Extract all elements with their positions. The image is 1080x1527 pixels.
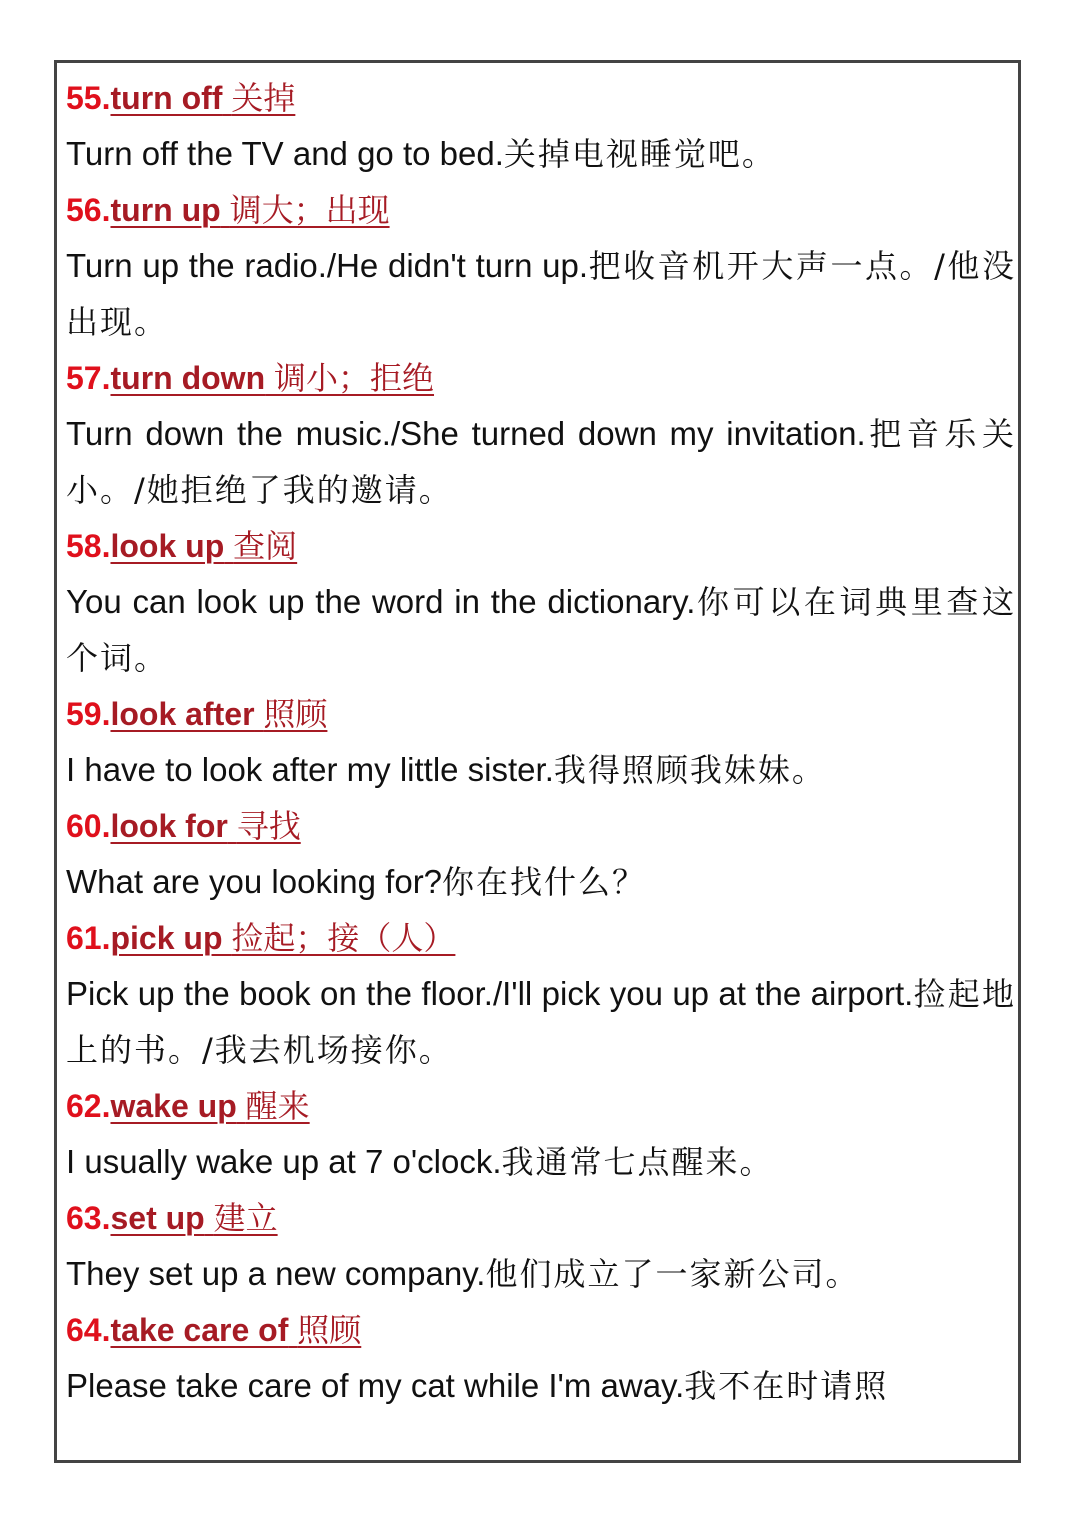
example-english: Turn off the TV and go to bed.: [66, 135, 504, 172]
example-english: You can look up the word in the dictionary.: [66, 583, 696, 620]
entry-60: [66, 798, 1016, 910]
example-chinese: 把收音机开大声一点。/他没出现。: [66, 247, 1016, 341]
entry-number: 64.: [66, 1312, 111, 1348]
example-chinese: 关掉电视睡觉吧。: [503, 135, 776, 173]
example-chinese: 我得照顾我妹妹。: [553, 751, 826, 789]
entry-59: [66, 686, 1016, 798]
example-english: They set up a new company.: [66, 1255, 486, 1292]
phrase-underlined: [110, 1088, 309, 1124]
example-sentence: [66, 854, 1016, 910]
phrase: take care of: [110, 1312, 289, 1348]
entry-heading: [66, 518, 297, 574]
example-english: Turn up the radio./He didn't turn up.: [66, 247, 589, 284]
phrase-meaning: 照顾: [297, 1311, 362, 1349]
example-sentence: [66, 238, 1016, 350]
example-sentence: [66, 742, 1016, 798]
example-english: I have to look after my little sister.: [66, 751, 554, 788]
phrase-meaning: 寻找: [236, 807, 301, 845]
phrase-underlined: [110, 696, 327, 732]
example-chinese: 把音乐关小。/她拒绝了我的邀请。: [66, 415, 1016, 509]
example-english: What are you looking for?: [66, 863, 443, 900]
entry-heading: [66, 686, 327, 742]
entry-heading: [66, 1302, 361, 1358]
entry-heading: [66, 1078, 310, 1134]
phrase: turn down: [110, 360, 266, 396]
example-sentence: [66, 1358, 1016, 1414]
phrase-underlined: [110, 1200, 277, 1236]
entry-number: 57.: [66, 360, 111, 396]
example-chinese: 你在找什么？: [442, 863, 647, 901]
entry-heading: [66, 350, 434, 406]
entry-heading: [66, 70, 295, 126]
phrase-meaning: 查阅: [233, 527, 298, 565]
phrase-underlined: [110, 1312, 361, 1348]
phrase-underlined: [110, 808, 300, 844]
entry-number: 56.: [66, 192, 111, 228]
example-chinese: 捡起地上的书。/我去机场接你。: [66, 975, 1016, 1069]
example-chinese: 他们成立了一家新公司。: [485, 1255, 860, 1293]
example-sentence: [66, 126, 1016, 182]
entry-number: 63.: [66, 1200, 111, 1236]
entry-58: [66, 518, 1016, 686]
phrase-meaning: 捡起；接（人）: [231, 919, 456, 957]
phrase-underlined: [110, 192, 389, 228]
phrase-underlined: [110, 528, 297, 564]
entry-62: [66, 1078, 1016, 1190]
phrase-meaning: 醒来: [245, 1087, 310, 1125]
example-chinese: 我不在时请照: [684, 1367, 889, 1405]
example-english: Pick up the book on the floor./I'll pick you up at the airport.: [66, 975, 914, 1012]
phrase: wake up: [110, 1088, 237, 1124]
entry-number: 59.: [66, 696, 111, 732]
entry-63: [66, 1190, 1016, 1302]
phrase: pick up: [110, 920, 223, 956]
example-sentence: [66, 574, 1016, 686]
phrase-meaning: 调大；出现: [229, 191, 390, 229]
entry-number: 61.: [66, 920, 111, 956]
example-english: I usually wake up at 7 o'clock.: [66, 1143, 502, 1180]
entry-heading: [66, 910, 455, 966]
entry-56: [66, 182, 1016, 350]
example-english: Turn down the music./She turned down my invitation.: [66, 415, 866, 452]
entry-heading: [66, 182, 390, 238]
example-sentence: [66, 1134, 1016, 1190]
entry-number: 62.: [66, 1088, 111, 1124]
example-chinese: 你可以在词典里查这个词。: [66, 583, 1016, 677]
phrase-meaning: 照顾: [263, 695, 328, 733]
entry-61: [66, 910, 1016, 1078]
entry-heading: [66, 798, 301, 854]
phrase-meaning: 关掉: [231, 79, 296, 117]
phrase-underlined: [110, 920, 455, 956]
example-chinese: 我通常七点醒来。: [501, 1143, 774, 1181]
entry-number: 55.: [66, 80, 111, 116]
example-sentence: [66, 406, 1016, 518]
phrase: turn up: [110, 192, 221, 228]
example-sentence: [66, 966, 1016, 1078]
phrase: turn off: [110, 80, 223, 116]
example-sentence: [66, 1246, 1016, 1302]
phrase-meaning: 建立: [213, 1199, 278, 1237]
entry-64: [66, 1302, 1016, 1414]
phrase: look after: [110, 696, 255, 732]
entry-57: [66, 350, 1016, 518]
entry-number: 58.: [66, 528, 111, 564]
phrase: look for: [110, 808, 228, 844]
example-english: Please take care of my cat while I'm away.: [66, 1367, 685, 1404]
phrase: set up: [110, 1200, 205, 1236]
phrase-underlined: [110, 80, 295, 116]
phrase-meaning: 调小；拒绝: [274, 359, 435, 397]
phrase-list: [66, 70, 1016, 1414]
entry-number: 60.: [66, 808, 111, 844]
phrase: look up: [110, 528, 225, 564]
phrase-underlined: [110, 360, 434, 396]
entry-heading: [66, 1190, 278, 1246]
entry-55: [66, 70, 1016, 182]
